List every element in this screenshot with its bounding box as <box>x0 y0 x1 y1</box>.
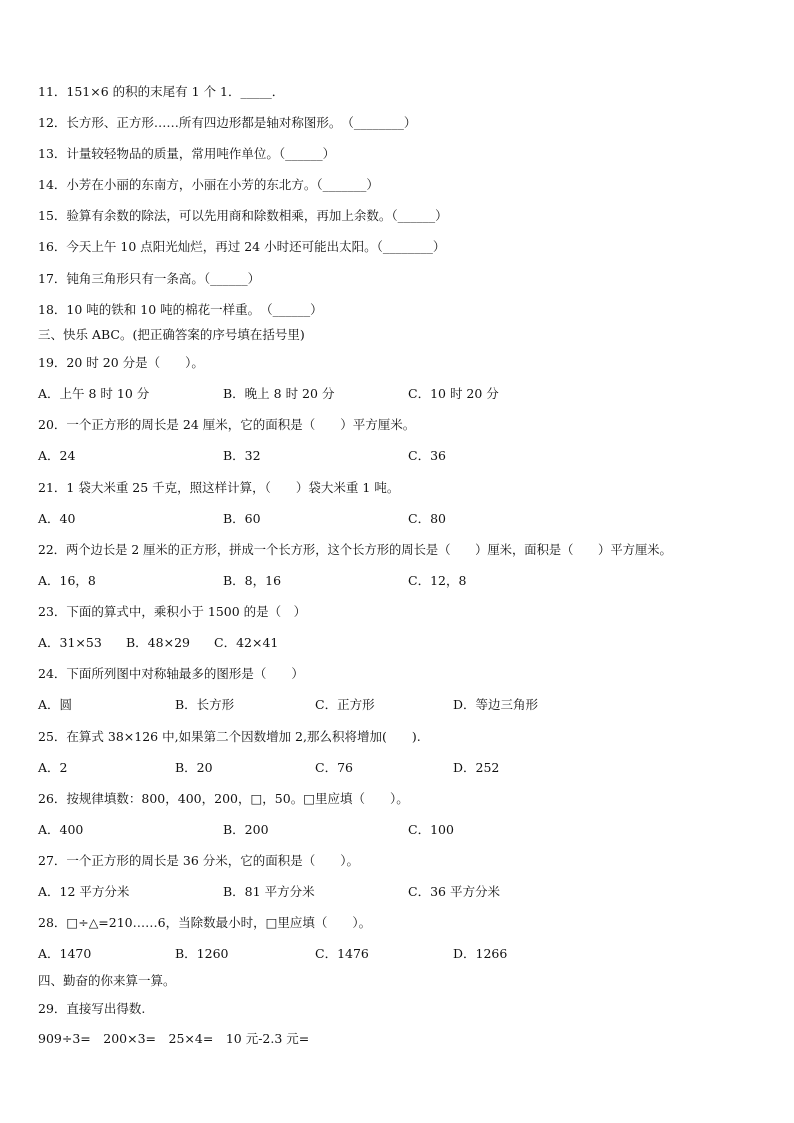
option-c: C．10 时 20 分 <box>408 386 499 401</box>
option-b: B．81 平方分米 <box>223 884 315 899</box>
question-13 <box>38 146 335 162</box>
option-c: C．36 平方分米 <box>408 884 500 899</box>
option-c: C．12，8 <box>408 573 467 588</box>
option-b: B．20 <box>175 760 213 775</box>
question-29: 29．直接写出得数. <box>38 1001 146 1016</box>
question-text: 小芳在小丽的东南方，小丽在小芳的东北方。（_______） <box>66 177 379 192</box>
option-d: D．等边三角形 <box>453 697 539 712</box>
option-b: B．长方形 <box>175 697 235 712</box>
option-c: C．100 <box>408 822 454 837</box>
question-15 <box>38 208 448 224</box>
option-a: A．12 平方分米 <box>38 884 130 899</box>
option-a: A．1470 <box>38 946 92 961</box>
question-text: 验算有余数的除法，可以先用商和除数相乘，再加上余数。（______） <box>66 208 448 223</box>
question-26: 26．按规律填数：800，400，200，□，50。□里应填（ ）。 <box>38 791 409 806</box>
option-a: A．上午 8 时 10 分 <box>38 386 150 401</box>
question-21: 21．1 袋大米重 25 千克，照这样计算，（ ）袋大米重 1 吨。 <box>38 480 400 495</box>
option-d: D．252 <box>453 760 500 775</box>
option-a: A．31×53 <box>38 635 102 650</box>
option-a: A．圆 <box>38 697 73 712</box>
option-b: B．32 <box>223 448 261 463</box>
option-c: C．正方形 <box>315 697 375 712</box>
option-a: A．16，8 <box>38 573 96 588</box>
question-27: 27．一个正方形的周长是 36 分米，它的面积是（ ）。 <box>38 853 360 868</box>
option-a: A．40 <box>38 511 76 526</box>
question-text: 今天上午 10 点阳光灿烂，再过 24 小时还可能出太阳。（________） <box>66 239 446 254</box>
question-text: 长方形、正方形……所有四边形都是轴对称图形。 （________） <box>66 115 417 130</box>
option-a: A．24 <box>38 448 76 463</box>
question-11 <box>38 84 284 100</box>
question-number: 17． <box>38 271 67 286</box>
section-heading-3: 三、快乐 ABC。(把正确答案的序号填在括号里) <box>38 327 305 342</box>
question-17 <box>38 271 260 287</box>
option-c: C．1476 <box>315 946 369 961</box>
option-c: C．76 <box>315 760 353 775</box>
option-a: A．2 <box>38 760 68 775</box>
option-b: B．1260 <box>175 946 229 961</box>
option-b: B．晚上 8 时 20 分 <box>223 386 335 401</box>
option-c: C．42×41 <box>214 635 279 650</box>
question-16 <box>38 239 445 255</box>
question-text: 计量较轻物品的质量，常用吨作单位。（______） <box>66 146 336 161</box>
option-b: B．60 <box>223 511 261 526</box>
option-b: B．8，16 <box>223 573 282 588</box>
question-text: 10 吨的铁和 10 吨的棉花一样重。 （______） <box>66 302 323 317</box>
question-12 <box>38 115 416 131</box>
question-19: 19．20 时 20 分是（ ）。 <box>38 355 204 370</box>
question-18 <box>38 302 323 318</box>
question-20: 20．一个正方形的周长是 24 厘米，它的面积是（ ）平方厘米。 <box>38 417 416 432</box>
option-b: B．48×29 <box>126 635 190 650</box>
question-28: 28．□÷△=210……6，当除数最小时，□里应填（ ）。 <box>38 915 372 930</box>
question-22: 22．两个边长是 2 厘米的正方形，拼成一个长方形，这个长方形的周长是（ ）厘米，面积是（ ）平方厘米。 <box>38 543 672 557</box>
question-number: 14． <box>38 177 67 192</box>
question-number: 11． <box>38 84 67 99</box>
question-25: 25．在算式 38×126 中,如果第二个因数增加 2,那么积将增加( ). <box>38 729 421 744</box>
section-heading-4: 四、勤奋的你来算一算。 <box>38 973 176 988</box>
option-c: C．36 <box>408 448 446 463</box>
question-number: 18． <box>38 302 67 317</box>
question-number: 12． <box>38 115 67 130</box>
question-text: 钝角三角形只有一条高。（______） <box>66 271 261 286</box>
option-a: A．400 <box>38 822 84 837</box>
question-14 <box>38 177 379 193</box>
question-number: 13． <box>38 146 67 161</box>
option-b: B．200 <box>223 822 269 837</box>
calculation-row: 909÷3= 200×3= 25×4= 10 元-2.3 元= <box>38 1031 310 1046</box>
option-d: D．1266 <box>453 946 508 961</box>
question-23: 23．下面的算式中，乘积小于 1500 的是（ ） <box>38 604 307 619</box>
question-number: 16． <box>38 239 67 254</box>
question-number: 15． <box>38 208 67 223</box>
question-24: 24．下面所列图中对称轴最多的图形是（ ） <box>38 666 304 681</box>
question-text: 151×6 的积的末尾有 1 个 1．_____． <box>66 84 285 99</box>
option-c: C．80 <box>408 511 446 526</box>
